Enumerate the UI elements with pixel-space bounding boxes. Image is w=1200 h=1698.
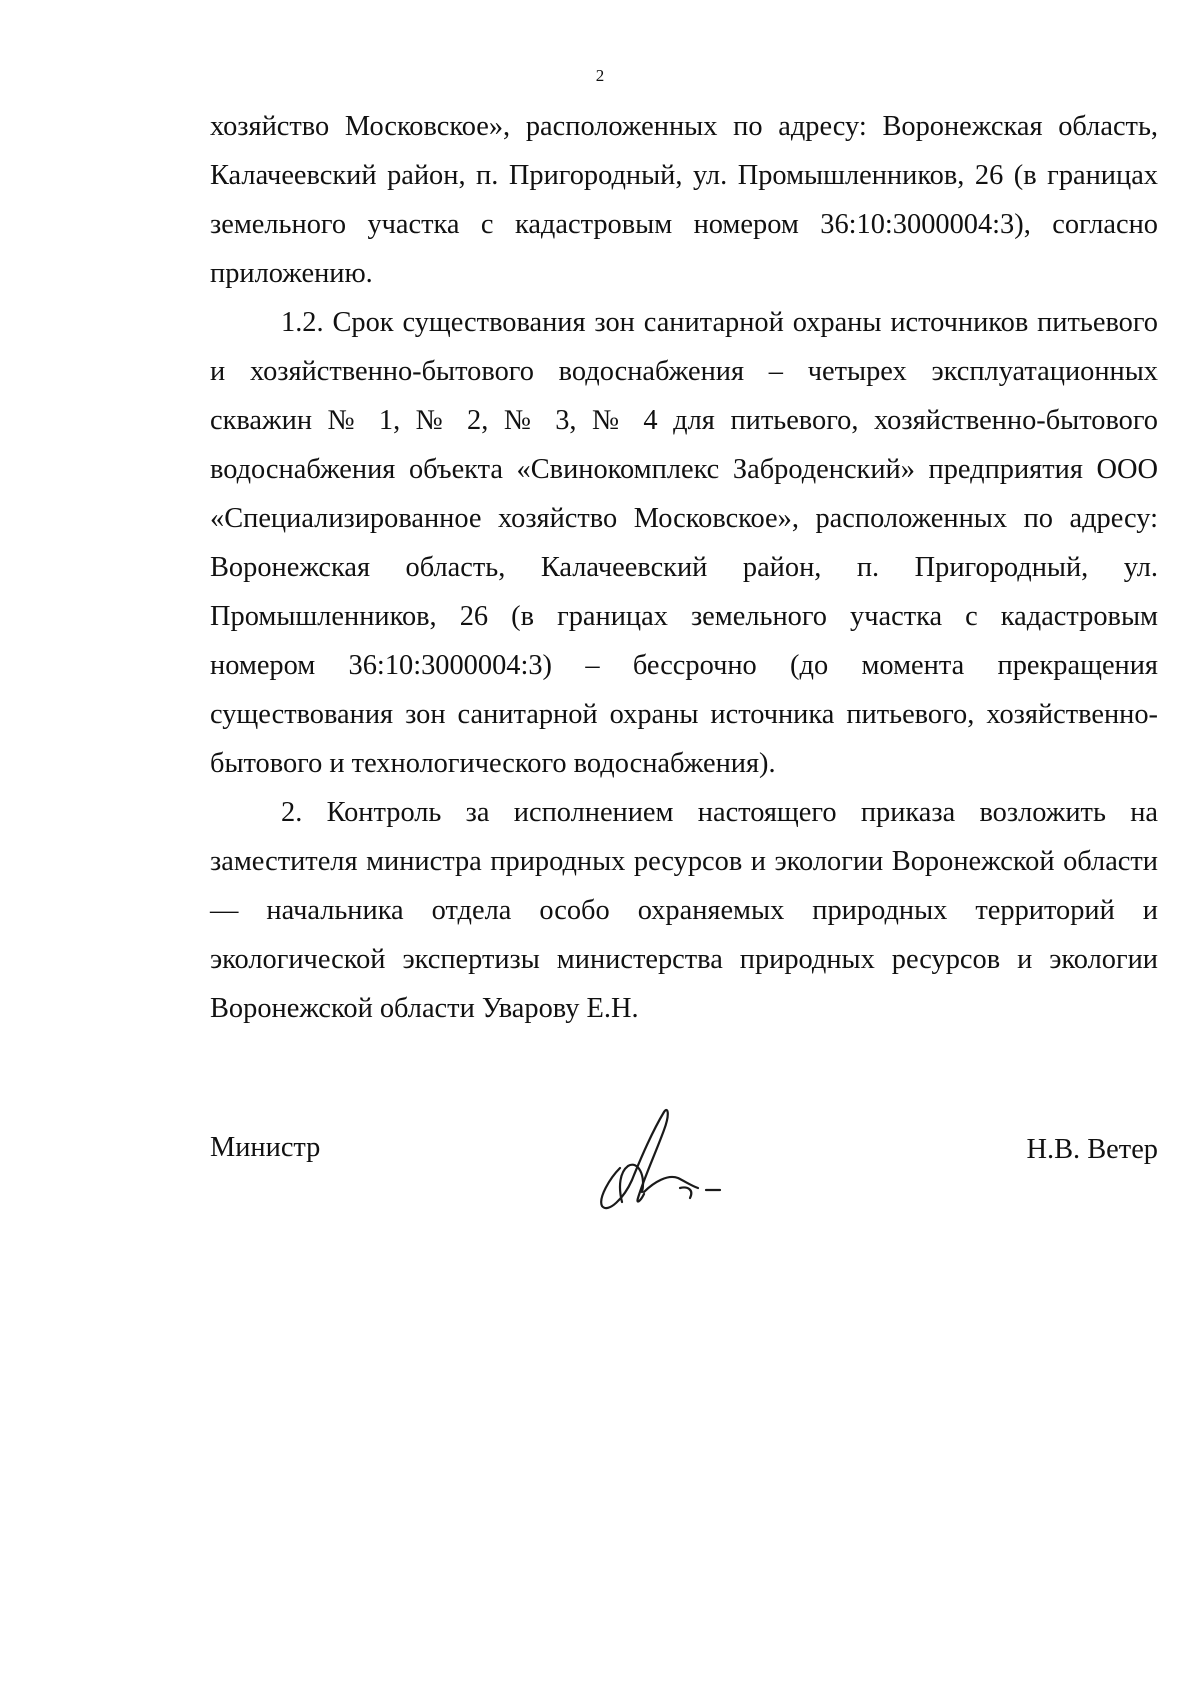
paragraph-1-2: 1.2. Срок существования зон санитарной охраны источников питьевого и хозяйственно-бытового водоснабжения – четырех эксплуатационных скважин № 1, № 2, № 3, № 4 для питьевого, хозяйственно-бытового водоснабжения объекта «Свинокомплекс Заброденский» предприятия ООО «Специализированное хозяйство Московское», расположенных по адресу: Воронежская область, Калачеевский район, п. Пригородный, ул. Промышленников, 26 (в границах земельного участка с кадастровым номером 36:10:3000004:3) – бессрочно (до момента прекращения существования зон санитарной охраны источника питьевого, хозяйственно-бытового и технологического водоснабжения). xyxy=(210,307,1158,779)
signer-title: Министр xyxy=(210,1132,321,1163)
page-number: 2 xyxy=(595,66,605,85)
document-body xyxy=(210,102,1158,1033)
handwritten-signature xyxy=(582,1102,742,1214)
signature-block xyxy=(210,1132,1158,1242)
paragraph-continuation: хозяйство Московское», расположенных по адресу: Воронежская область, Калачеевский район, п. Пригородный, ул. Промышленников, 26 (в границах земельного участка с кадастровым номером 36:10:3000004:3), согласно приложению. xyxy=(210,111,1158,289)
paragraph-2: 2. Контроль за исполнением настоящего приказа возложить на заместителя министра природных ресурсов и экологии Воронежской области — начальника отдела особо охраняемых природных территорий и экологической экспертизы министерства природных ресурсов и экологии Воронежской области Уварову Е.Н. xyxy=(210,797,1158,1024)
signer-name: Н.В. Ветер xyxy=(1026,1134,1158,1165)
